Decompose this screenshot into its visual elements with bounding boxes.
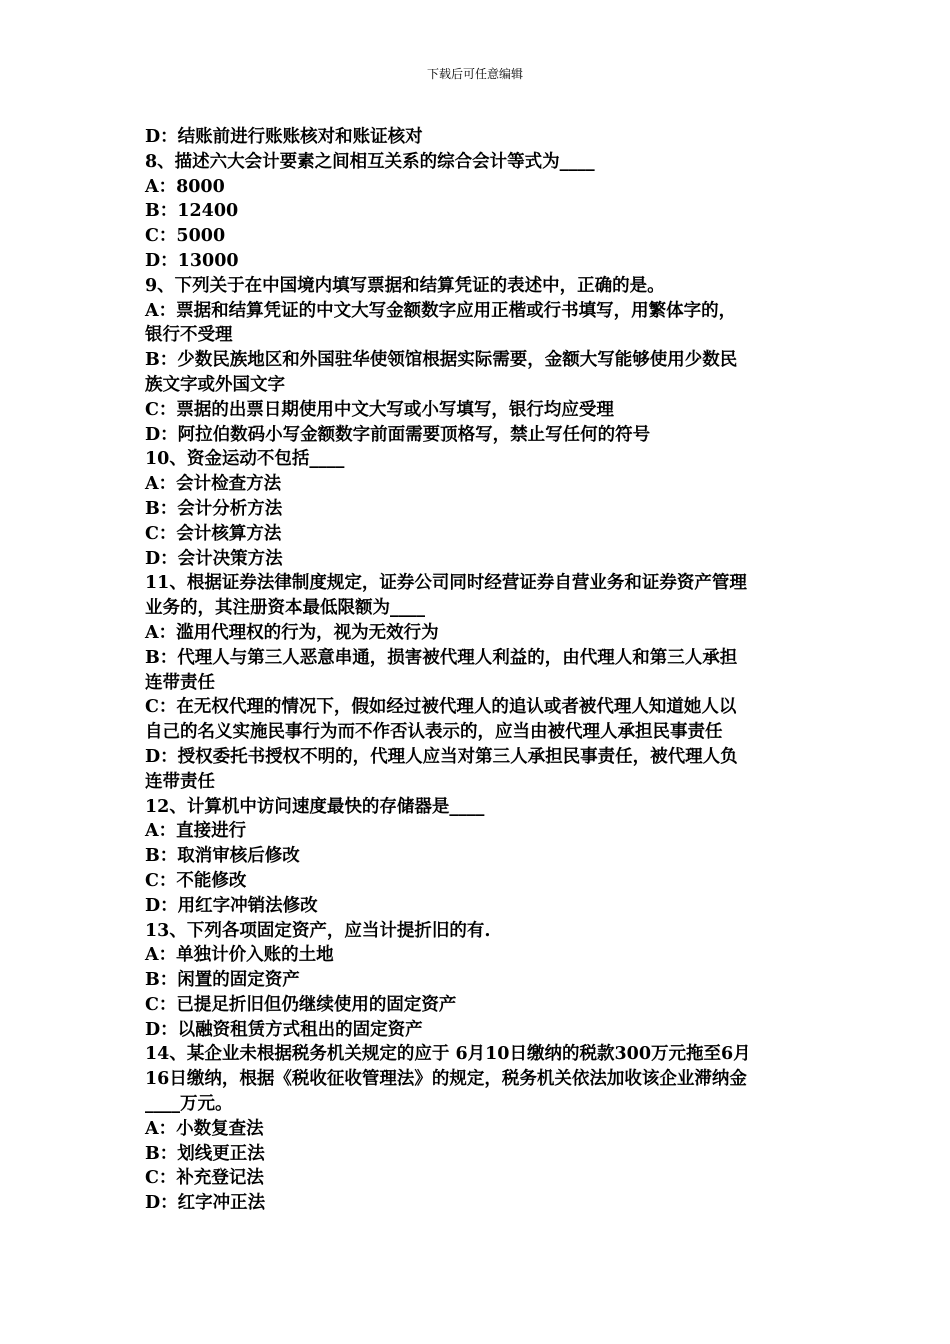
question-11-cont: 业务的，其注册资本最低限额为____ (145, 598, 425, 619)
option-line: B：12400 (145, 201, 239, 222)
option-line: B：少数民族地区和外国驻华使领馆根据实际需要，金额大写能够使用少数民 (145, 350, 738, 371)
question-14: 14、某企业未根据税务机关规定的应于 6月10日缴纳的税款300万元拖至6月 (145, 1044, 751, 1065)
option-line: C：在无权代理的情况下，假如经过被代理人的追认或者被代理人知道她人以 (145, 697, 737, 718)
option-line: D：阿拉伯数码小写金额数字前面需要顶格写，禁止写任何的符号 (145, 424, 651, 445)
option-line: D：红字冲正法 (145, 1193, 266, 1214)
option-line: 连带责任 (145, 771, 215, 792)
text-line: D：结账前进行账账核对和账证核对 (145, 127, 423, 147)
question-14-cont: ____万元。 (145, 1094, 233, 1115)
option-line: B：闲置的固定资产 (145, 970, 300, 991)
option-line: A：8000 (145, 176, 225, 197)
option-line: D：授权委托书授权不明的，代理人应当对第三人承担民事责任，被代理人负 (145, 746, 738, 767)
document-body (145, 125, 813, 1216)
option-line: D：会计决策方法 (145, 548, 283, 569)
option-line: 族文字或外国文字 (145, 374, 285, 395)
option-line: D：用红字冲销法修改 (145, 895, 318, 916)
question-13: 13、下列各项固定资产，应当计提折旧的有. (145, 920, 491, 941)
option-line: 连带责任 (145, 672, 215, 693)
option-line: A：会计检查方法 (145, 474, 282, 495)
option-line: 自己的名义实施民事行为而不作否认表示的，应当由被代理人承担民事责任 (145, 722, 723, 743)
question-9: 9、下列关于在中国境内填写票据和结算凭证的表述中，正确的是。 (145, 275, 665, 296)
option-line: B：会计分析方法 (145, 498, 283, 519)
option-line: C：票据的出票日期使用中文大写或小写填写，银行均应受理 (145, 399, 614, 420)
option-line: D：13000 (145, 250, 239, 271)
option-line: D：以融资租赁方式租出的固定资产 (145, 1019, 423, 1040)
option-line: C：已提足折旧但仍继续使用的固定资产 (145, 994, 457, 1015)
option-line: A：滥用代理权的行为，视为无效行为 (145, 622, 439, 643)
question-14-cont: 16日缴纳，根据《税收征收管理法》的规定，税务机关依法加收该企业滞纳金 (145, 1069, 747, 1090)
option-line: A：单独计价入账的土地 (145, 945, 334, 966)
question-11: 11、根据证券法律制度规定，证券公司同时经营证券自营业务和证券资产管理 (145, 573, 747, 594)
option-line: A：票据和结算凭证的中文大写金额数字应用正楷或行书填写，用繁体字的， (145, 300, 737, 321)
question-12: 12、计算机中访问速度最快的存储器是____ (145, 796, 485, 817)
option-line: A：直接进行 (145, 821, 247, 842)
option-line: B：代理人与第三人恶意串通，损害被代理人利益的，由代理人和第三人承担 (145, 647, 738, 668)
option-line: C：补充登记法 (145, 1168, 264, 1189)
page-header: 下载后可任意编辑 (426, 67, 523, 81)
option-line: 银行不受理 (145, 325, 233, 346)
option-line: B：划线更正法 (145, 1143, 265, 1164)
option-line: B：取消审核后修改 (145, 846, 300, 867)
option-line: A：小数复查法 (145, 1118, 264, 1139)
option-line: C：5000 (145, 226, 226, 247)
option-line: C：会计核算方法 (145, 523, 282, 544)
question-10: 10、资金运动不包括____ (145, 449, 345, 470)
question-8: 8、描述六大会计要素之间相互关系的综合会计等式为____ (145, 151, 595, 172)
option-line: C：不能修改 (145, 870, 247, 891)
